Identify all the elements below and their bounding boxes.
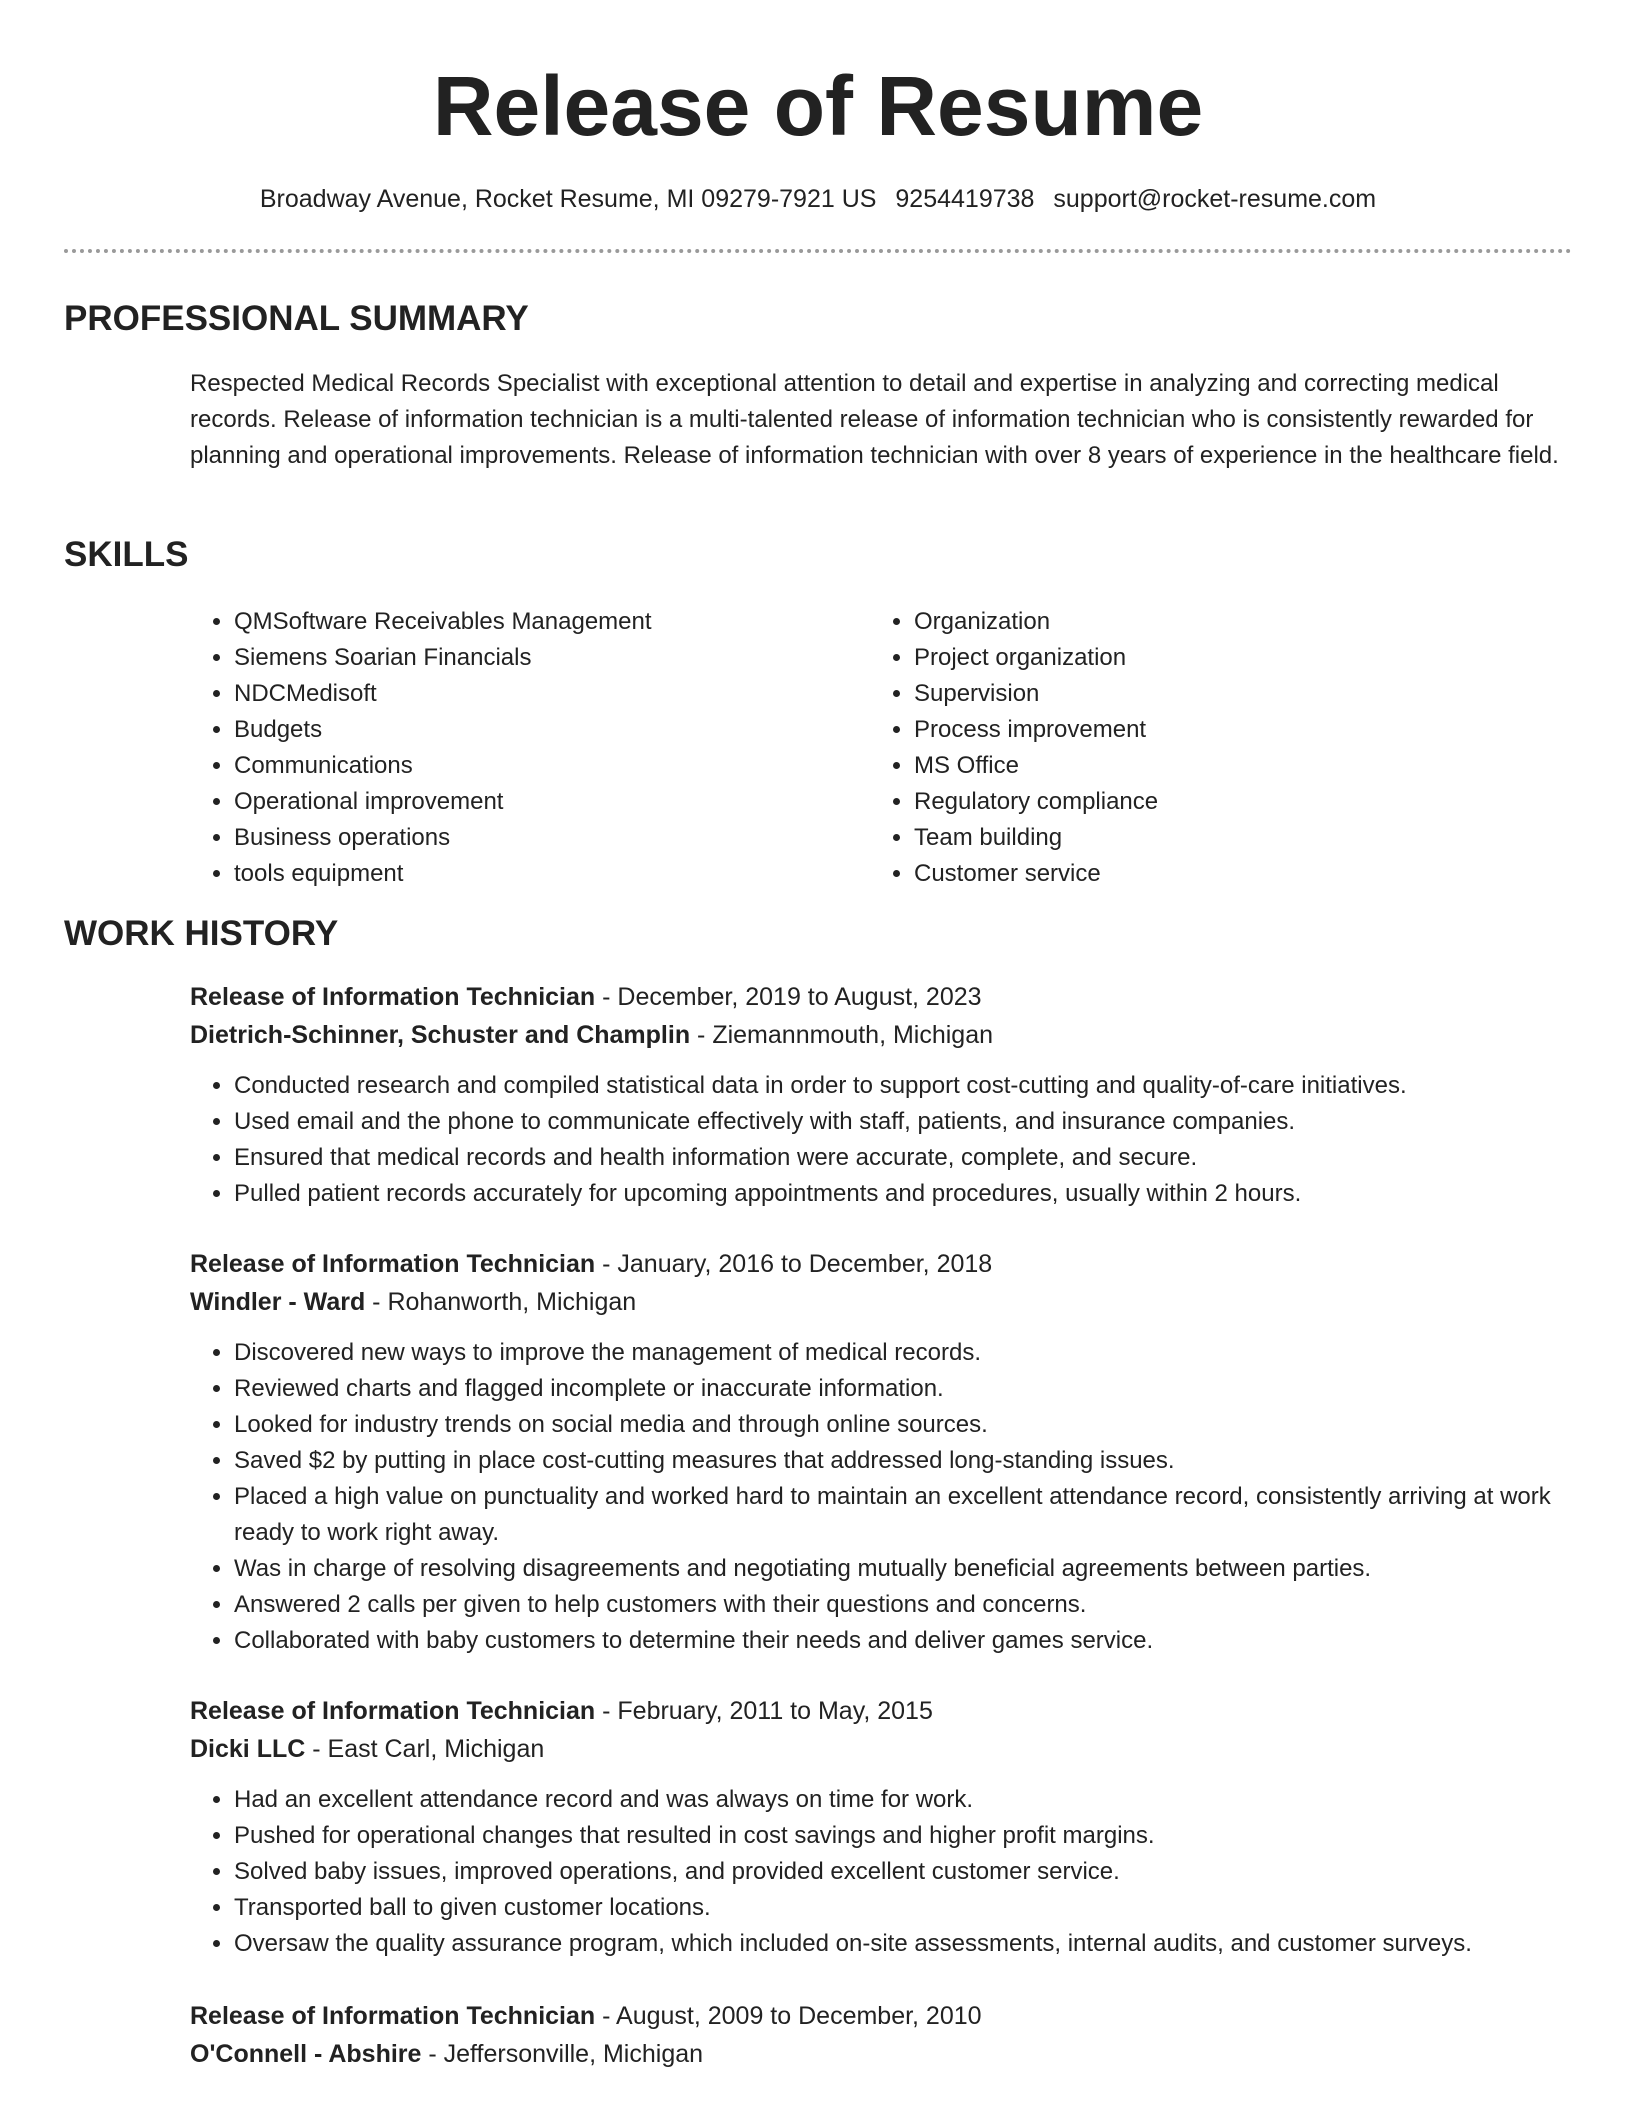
job-dates: - January, 2016 to December, 2018 — [595, 1250, 993, 1278]
skills-list — [190, 604, 1570, 892]
job-company: Dietrich-Schinner, Schuster and Champlin — [190, 1021, 691, 1049]
skills-column-left — [190, 604, 870, 892]
skill-item: • Regulatory compliance — [914, 784, 1554, 820]
skill-item: • NDCMedisoft — [234, 676, 870, 712]
contact-line — [64, 181, 1572, 217]
summary-text: Respected Medical Records Specialist with exceptional attention to detail and expertise in analyzing and correcting medical records. Release of information technician is a multi-talented release of information technician who is consistently rewarded for planning and operational improvements. Release of information technician with over 8 years of experience in the healthcare field. — [190, 370, 1559, 469]
job-title-line — [190, 1692, 1570, 1730]
skill-item: • MS Office — [914, 748, 1554, 784]
job-bullet: • Collaborated with baby customers to determine their needs and deliver games service. — [234, 1623, 1570, 1659]
job-location: - Rohanworth, Michigan — [365, 1288, 637, 1316]
job-title: Release of Information Technician — [190, 983, 596, 1011]
job-company-line — [190, 1283, 1570, 1321]
job-company: Windler - Ward — [190, 1288, 366, 1316]
skill-item: • Business operations — [234, 820, 870, 856]
job-location: - Jeffersonville, Michigan — [421, 2040, 704, 2068]
job-bullet: • Placed a high value on punctuality and worked hard to maintain an excellent attendance record, consistently arriving at work ready to work right away. — [234, 1479, 1570, 1551]
job-bullet: • Used email and the phone to communicate effectively with staff, patients, and insurance companies. — [234, 1104, 1570, 1140]
skill-item: • Supervision — [914, 676, 1554, 712]
job-bullet: • Looked for industry trends on social media and through online sources. — [234, 1407, 1570, 1443]
job-bullet: • Reviewed charts and flagged incomplete or inaccurate information. — [234, 1371, 1570, 1407]
work-history-heading: WORK HISTORY — [64, 914, 339, 953]
job-entry — [190, 1692, 1570, 1962]
job-dates: - December, 2019 to August, 2023 — [595, 983, 982, 1011]
job-company: O'Connell - Abshire — [190, 2040, 422, 2068]
job-bullet: • Saved $2 by putting in place cost-cutting measures that addressed long-standing issues. — [234, 1443, 1570, 1479]
job-bullet: • Pushed for operational changes that resulted in cost savings and higher profit margins. — [234, 1818, 1570, 1854]
skill-item: • Operational improvement — [234, 784, 870, 820]
job-title: Release of Information Technician — [190, 1250, 596, 1278]
resume-title: Release of Resume — [432, 59, 1204, 153]
skill-item: • Communications — [234, 748, 870, 784]
job-title-line — [190, 1245, 1570, 1283]
job-bullet: • Conducted research and compiled statistical data in order to support cost-cutting and quality-of-care initiatives. — [234, 1068, 1570, 1104]
skills-column-right — [870, 604, 1554, 892]
skill-item: • Team building — [914, 820, 1554, 856]
job-company: Dicki LLC — [190, 1735, 306, 1763]
job-entry — [190, 1997, 1570, 2073]
skill-item: • Siemens Soarian Financials — [234, 640, 870, 676]
job-bullets — [190, 1782, 1570, 1962]
skill-item: • Process improvement — [914, 712, 1554, 748]
job-bullet: • Ensured that medical records and health information were accurate, complete, and secure. — [234, 1140, 1570, 1176]
summary-heading: PROFESSIONAL SUMMARY — [64, 299, 529, 338]
job-bullet: • Answered 2 calls per given to help customers with their questions and concerns. — [234, 1587, 1570, 1623]
header-divider — [64, 249, 1572, 253]
contact-address: Broadway Avenue, Rocket Resume, MI 09279-7921 US — [259, 185, 877, 213]
job-bullet: • Transported ball to given customer locations. — [234, 1890, 1570, 1926]
job-entry — [190, 978, 1570, 1212]
skill-item: • Customer service — [914, 856, 1554, 892]
skill-item: • QMSoftware Receivables Management — [234, 604, 870, 640]
job-title-line — [190, 1997, 1570, 2035]
job-location: - East Carl, Michigan — [305, 1735, 545, 1763]
job-company-line — [190, 1730, 1570, 1768]
job-bullet: • Had an excellent attendance record and was always on time for work. — [234, 1782, 1570, 1818]
job-company-line — [190, 2035, 1570, 2073]
job-bullet: • Was in charge of resolving disagreements and negotiating mutually beneficial agreements between parties. — [234, 1551, 1570, 1587]
skill-item: • Organization — [914, 604, 1554, 640]
job-bullet: • Discovered new ways to improve the management of medical records. — [234, 1335, 1570, 1371]
skills-heading: SKILLS — [64, 535, 189, 574]
job-dates: - February, 2011 to May, 2015 — [595, 1697, 933, 1725]
contact-phone: 9254419738 — [895, 185, 1035, 213]
job-title: Release of Information Technician — [190, 2002, 596, 2030]
job-title: Release of Information Technician — [190, 1697, 596, 1725]
contact-email: support@rocket-resume.com — [1053, 185, 1377, 213]
job-bullet: • Pulled patient records accurately for upcoming appointments and procedures, usually within 2 hours. — [234, 1176, 1570, 1212]
skill-item: • tools equipment — [234, 856, 870, 892]
job-title-line — [190, 978, 1570, 1016]
job-entry — [190, 1245, 1570, 1659]
job-bullet: • Solved baby issues, improved operations, and provided excellent customer service. — [234, 1854, 1570, 1890]
job-bullet: • Oversaw the quality assurance program, which included on-site assessments, internal audits, and customer surveys. — [234, 1926, 1570, 1962]
skill-item: • Budgets — [234, 712, 870, 748]
job-bullets — [190, 1068, 1570, 1212]
job-location: - Ziemannmouth, Michigan — [690, 1021, 994, 1049]
job-company-line — [190, 1016, 1570, 1054]
job-bullets — [190, 1335, 1570, 1659]
skill-item: • Project organization — [914, 640, 1554, 676]
job-dates: - August, 2009 to December, 2010 — [595, 2002, 982, 2030]
